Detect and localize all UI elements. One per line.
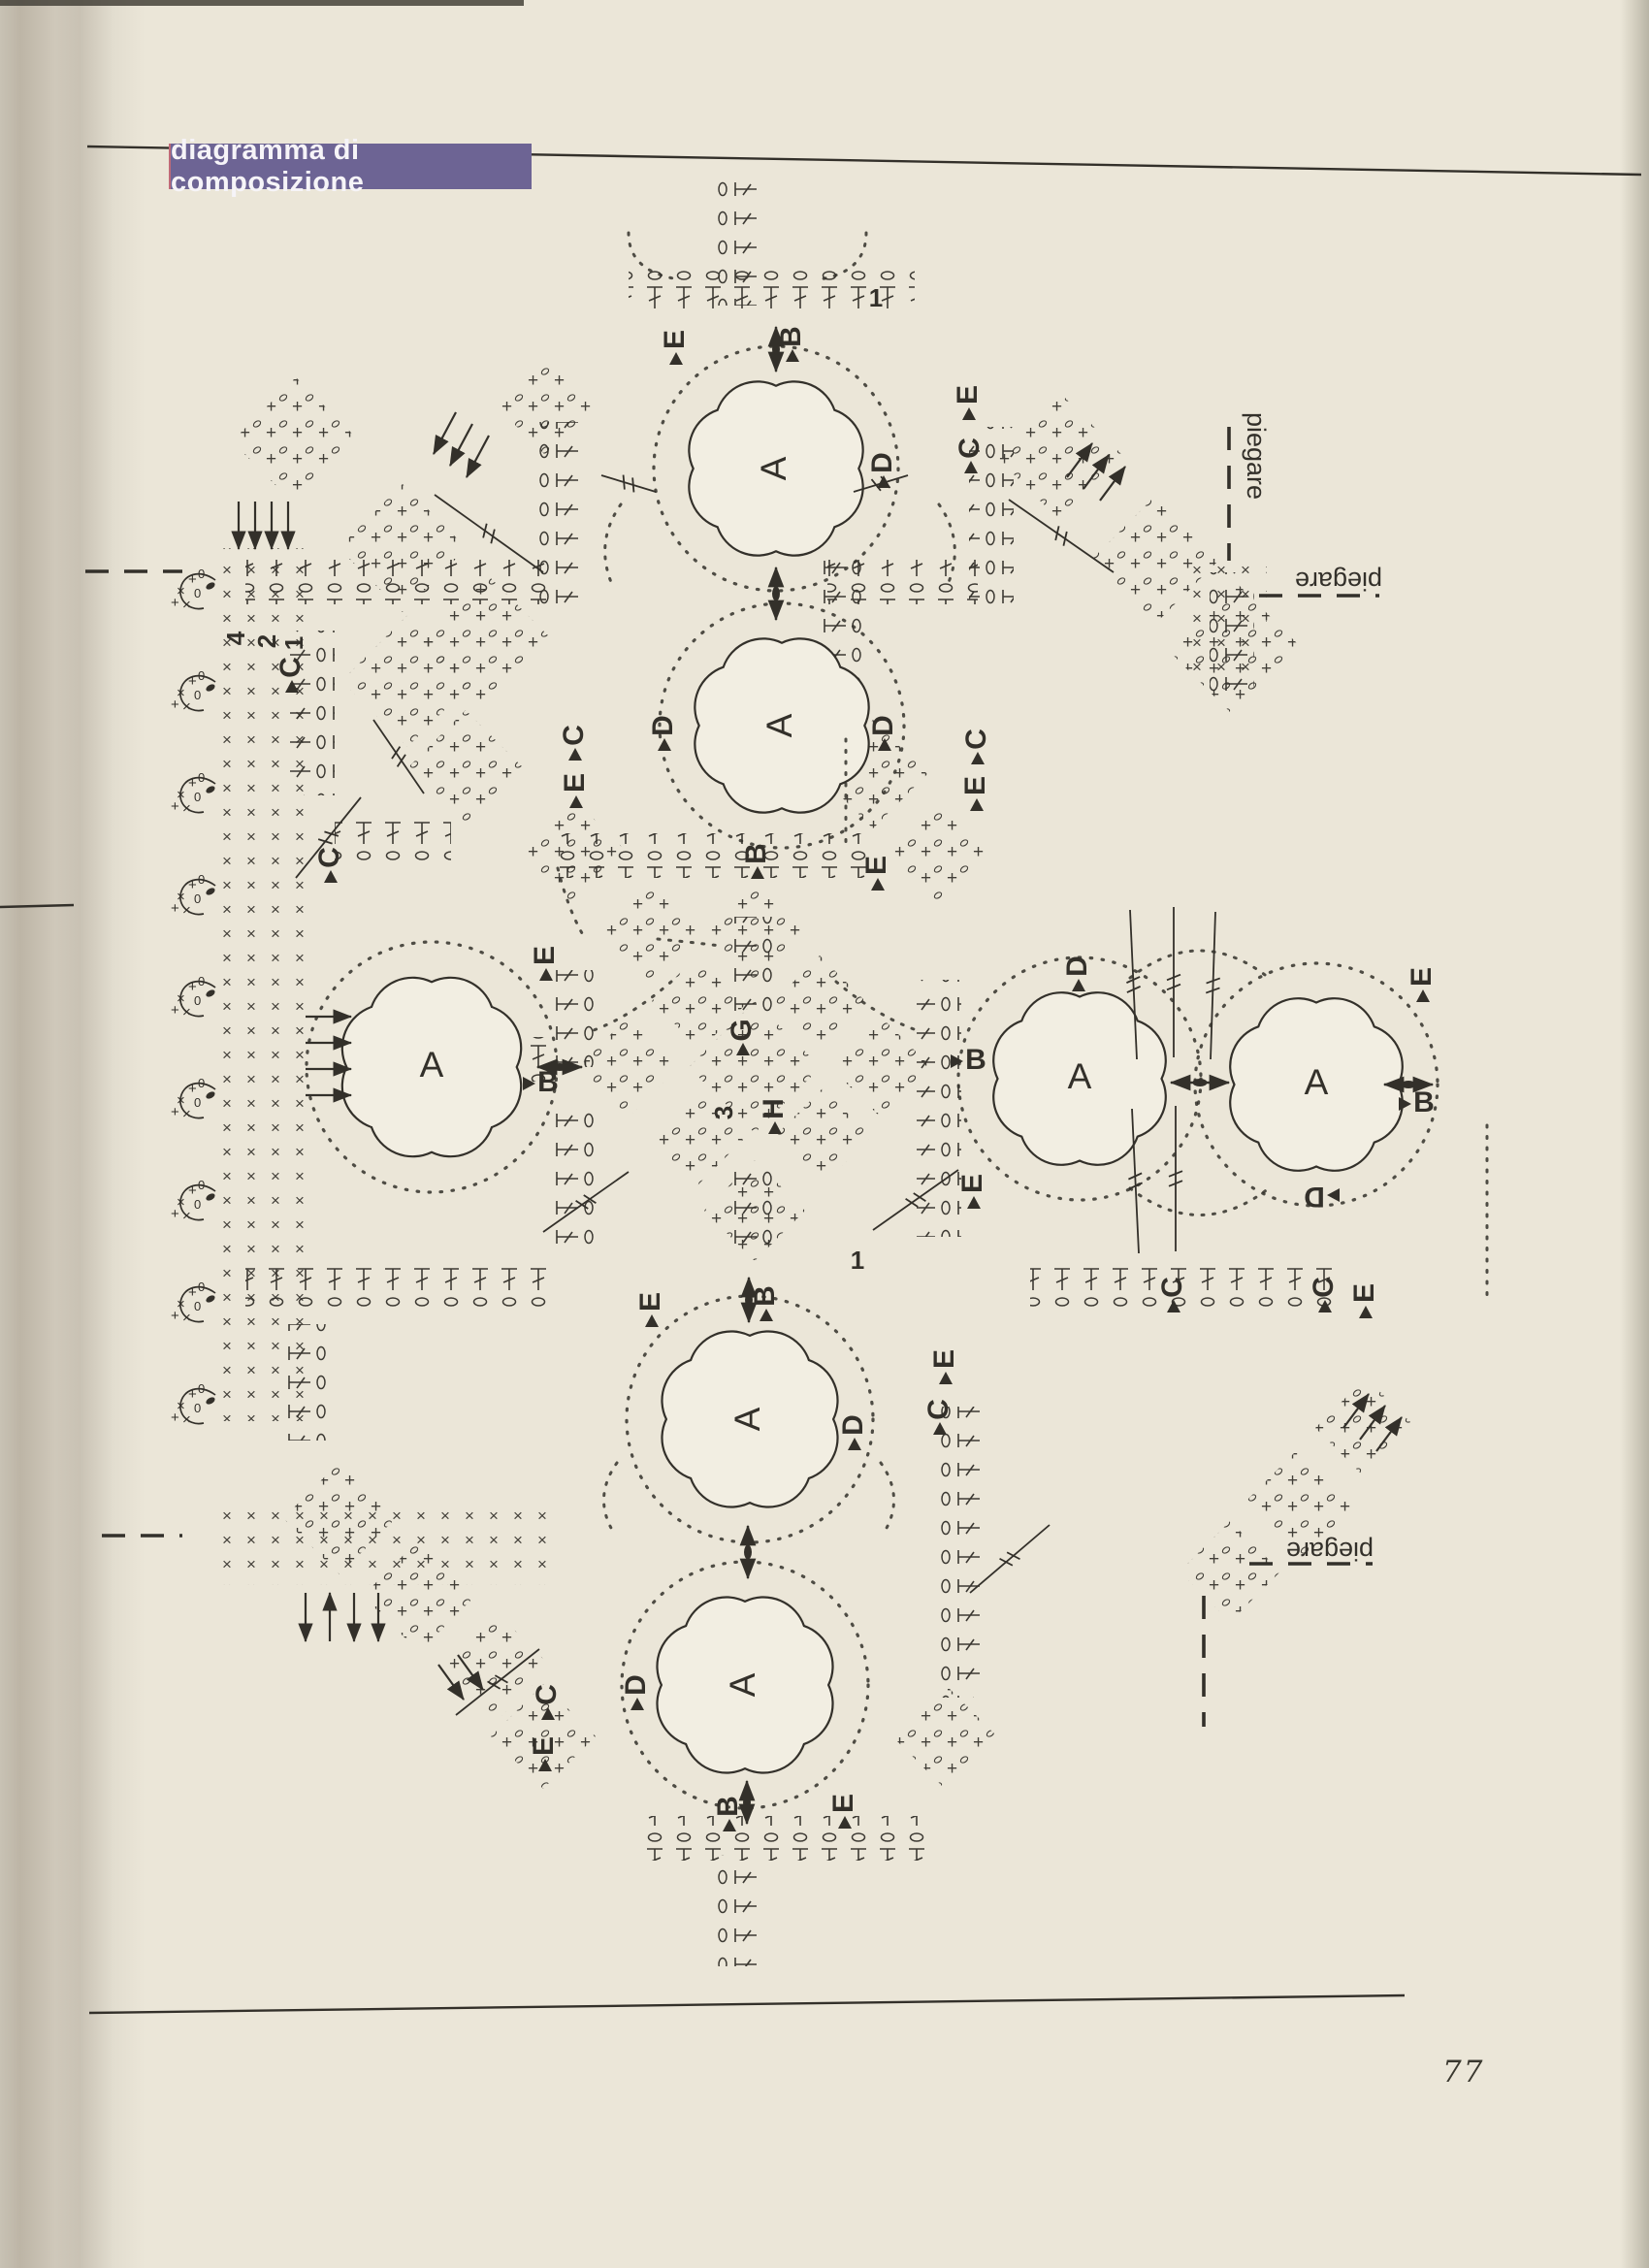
svg-text:3: 3 bbox=[708, 1105, 738, 1120]
svg-text:E: E bbox=[658, 329, 691, 350]
svg-text:H: H bbox=[757, 1098, 790, 1119]
svg-text:C: C bbox=[312, 847, 345, 868]
svg-text:E: E bbox=[528, 945, 561, 966]
svg-text:E: E bbox=[955, 1173, 988, 1194]
svg-text:C: C bbox=[1155, 1277, 1188, 1298]
svg-text:0: 0 bbox=[194, 1401, 202, 1415]
svg-text:+: + bbox=[171, 900, 179, 917]
svg-text:0: 0 bbox=[198, 770, 206, 785]
svg-text:C: C bbox=[557, 725, 590, 746]
svg-text:×: × bbox=[182, 1004, 191, 1021]
svg-text:0: 0 bbox=[194, 993, 202, 1008]
svg-text:0: 0 bbox=[198, 1178, 206, 1192]
svg-text:E: E bbox=[859, 855, 892, 876]
svg-text:E: E bbox=[558, 772, 591, 794]
svg-text:+: + bbox=[171, 1409, 179, 1426]
svg-text:×: × bbox=[182, 698, 191, 715]
svg-text:C: C bbox=[1307, 1277, 1340, 1298]
svg-text:+: + bbox=[188, 571, 197, 588]
svg-text:×: × bbox=[177, 1092, 185, 1109]
svg-text:D: D bbox=[1060, 956, 1093, 977]
svg-text:B: B bbox=[537, 1065, 559, 1098]
svg-text:1: 1 bbox=[850, 1245, 865, 1275]
svg-text:C: C bbox=[922, 1399, 954, 1420]
svg-text:+: + bbox=[171, 697, 179, 713]
svg-text:E: E bbox=[633, 1291, 666, 1312]
svg-text:0: 0 bbox=[194, 891, 202, 906]
svg-text:0: 0 bbox=[198, 668, 206, 683]
svg-text:×: × bbox=[177, 1194, 185, 1211]
svg-text:0: 0 bbox=[198, 872, 206, 887]
svg-text:C: C bbox=[274, 657, 307, 678]
svg-text:+: + bbox=[188, 877, 197, 893]
svg-text:1: 1 bbox=[868, 282, 884, 312]
svg-text:D: D bbox=[646, 715, 679, 736]
svg-text:×: × bbox=[182, 597, 191, 613]
svg-text:×: × bbox=[182, 1310, 191, 1326]
svg-text:×: × bbox=[177, 990, 185, 1007]
svg-text:E: E bbox=[1405, 966, 1438, 988]
svg-text:D: D bbox=[866, 715, 899, 736]
svg-text:E: E bbox=[1347, 1282, 1380, 1304]
svg-text:B: B bbox=[965, 1043, 986, 1076]
svg-text:+: + bbox=[171, 1308, 179, 1324]
svg-text:B: B bbox=[711, 1796, 744, 1817]
section-header-label: diagramma di composizione bbox=[171, 134, 365, 198]
svg-text:×: × bbox=[177, 583, 185, 599]
svg-text:×: × bbox=[182, 1411, 191, 1428]
svg-text:E: E bbox=[951, 384, 984, 405]
svg-text:0: 0 bbox=[198, 567, 206, 581]
section-header bbox=[171, 134, 532, 198]
svg-text:E: E bbox=[826, 1793, 859, 1814]
svg-text:×: × bbox=[177, 889, 185, 905]
svg-text:B: B bbox=[774, 326, 807, 347]
svg-text:C: C bbox=[953, 437, 986, 459]
svg-text:+: + bbox=[188, 1081, 197, 1097]
svg-text:E: E bbox=[958, 775, 991, 796]
svg-text:+: + bbox=[171, 1206, 179, 1222]
svg-text:A: A bbox=[419, 1044, 444, 1085]
svg-text:piegare: piegare bbox=[1285, 1536, 1374, 1566]
svg-text:×: × bbox=[177, 787, 185, 803]
svg-text:4: 4 bbox=[220, 631, 250, 646]
svg-text:+: + bbox=[171, 798, 179, 815]
svg-text:C: C bbox=[530, 1684, 563, 1705]
svg-text:1: 1 bbox=[278, 635, 308, 651]
svg-text:×: × bbox=[177, 685, 185, 701]
svg-text:0: 0 bbox=[194, 1095, 202, 1110]
svg-text:A: A bbox=[753, 456, 793, 481]
svg-text:0: 0 bbox=[194, 688, 202, 702]
svg-text:0: 0 bbox=[194, 1299, 202, 1313]
svg-text:0: 0 bbox=[198, 1076, 206, 1090]
svg-text:A: A bbox=[722, 1672, 762, 1698]
svg-text:D: D bbox=[619, 1674, 652, 1696]
svg-text:+: + bbox=[188, 979, 197, 995]
svg-text:×: × bbox=[182, 1208, 191, 1224]
svg-text:E: E bbox=[927, 1348, 960, 1370]
svg-text:+: + bbox=[188, 1386, 197, 1403]
svg-text:0: 0 bbox=[198, 974, 206, 988]
svg-text:D: D bbox=[865, 452, 898, 473]
picot-edge-clusters bbox=[171, 567, 216, 1428]
svg-text:A: A bbox=[1067, 1055, 1092, 1096]
svg-text:piegare: piegare bbox=[1294, 566, 1383, 596]
page-number: 77 bbox=[1442, 2055, 1485, 2090]
svg-text:+: + bbox=[188, 673, 197, 690]
svg-text:2: 2 bbox=[251, 633, 281, 649]
svg-text:0: 0 bbox=[194, 1197, 202, 1212]
svg-text:piegare: piegare bbox=[1241, 411, 1271, 501]
svg-text:A: A bbox=[1304, 1061, 1329, 1102]
svg-text:E: E bbox=[527, 1735, 560, 1757]
svg-text:+: + bbox=[171, 1002, 179, 1019]
svg-text:B: B bbox=[739, 843, 772, 864]
svg-text:0: 0 bbox=[198, 1381, 206, 1396]
svg-text:+: + bbox=[188, 775, 197, 792]
svg-text:+: + bbox=[188, 1284, 197, 1301]
svg-text:+: + bbox=[171, 1104, 179, 1120]
svg-text:×: × bbox=[182, 1106, 191, 1122]
svg-text:0: 0 bbox=[194, 586, 202, 600]
svg-text:D: D bbox=[836, 1414, 869, 1436]
svg-text:G: G bbox=[725, 1019, 758, 1042]
svg-text:A: A bbox=[727, 1407, 767, 1432]
svg-text:×: × bbox=[182, 902, 191, 919]
svg-text:D: D bbox=[1304, 1181, 1325, 1214]
svg-text:A: A bbox=[759, 713, 799, 738]
svg-text:0: 0 bbox=[194, 790, 202, 804]
svg-text:0: 0 bbox=[198, 1280, 206, 1294]
svg-text:C: C bbox=[959, 729, 992, 750]
svg-text:+: + bbox=[188, 1183, 197, 1199]
svg-text:B: B bbox=[1413, 1085, 1435, 1118]
svg-text:+: + bbox=[171, 595, 179, 611]
svg-text:×: × bbox=[177, 1296, 185, 1312]
svg-text:×: × bbox=[182, 800, 191, 817]
svg-text:×: × bbox=[177, 1398, 185, 1414]
svg-text:B: B bbox=[748, 1285, 781, 1307]
